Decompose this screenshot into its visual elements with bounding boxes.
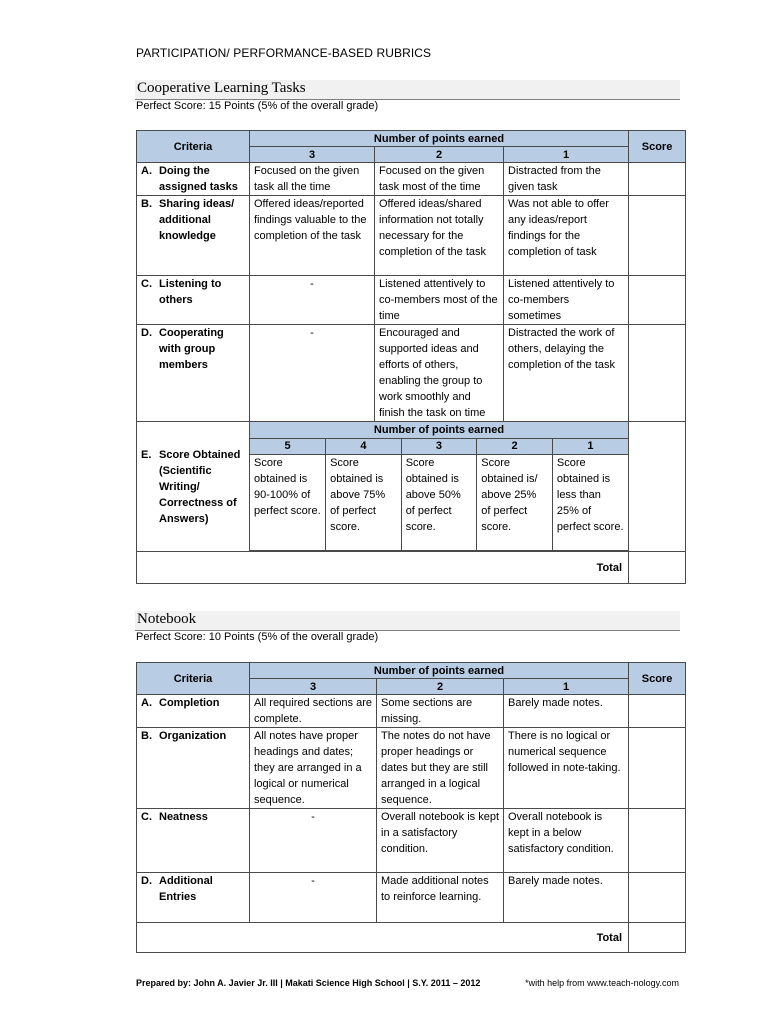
points-1-cell: Barely made notes. [504, 695, 629, 728]
criteria-header: Criteria [137, 131, 250, 163]
points-1-cell: Overall notebook is kept in a below satisfactory condition. [504, 809, 629, 873]
score-obtained-table [250, 422, 628, 551]
score-description-cell: Score obtained is/ above 25% of perfect score. [477, 454, 553, 550]
points-1-cell: There is no logical or numerical sequence followed in note-taking. [504, 728, 629, 809]
score-cell [629, 163, 686, 196]
points-earned-header: Number of points earned [250, 663, 629, 679]
points-earned-header: Number of points earned [250, 422, 628, 438]
credit-footer: *with help from www.teach-nology.com [525, 978, 679, 988]
total-label: Total [137, 552, 629, 584]
table-row [137, 163, 686, 196]
level-header: 1 [504, 679, 629, 695]
points-2-cell: Offered ideas/shared information not totally necessary for the completion of the task [375, 196, 504, 276]
points-1-cell: Listened attentively to co-members sometimes [504, 276, 629, 325]
level-header: 2 [377, 679, 504, 695]
criteria-cell: A. Doing the assigned tasks [137, 163, 250, 196]
perfect-score-notebook: Perfect Score: 10 Points (5% of the overall grade) [136, 631, 379, 643]
criteria-cell: D. Additional Entries [137, 873, 250, 923]
prepared-by-footer: Prepared by: John A. Javier Jr. III | Makati Science High School | S.Y. 2011 – 2012 [136, 978, 481, 988]
points-2-cell: Some sections are missing. [377, 695, 504, 728]
score-description-cell: Score obtained is above 75% of perfect score. [326, 454, 402, 550]
score-cell [629, 809, 686, 873]
document-title: PARTICIPATION/ PERFORMANCE-BASED RUBRICS [136, 46, 432, 60]
section-heading-notebook [135, 611, 680, 631]
score-description-cell: Score obtained is 90-100% of perfect score. [250, 454, 326, 550]
level-header: 3 [401, 438, 477, 454]
table-row [137, 325, 686, 422]
criteria-cell: C. Listening to others [137, 276, 250, 325]
table-row [137, 196, 686, 276]
total-score-cell [629, 552, 686, 584]
points-2-cell: Focused on the given task most of the time [375, 163, 504, 196]
table-row [137, 809, 686, 873]
table-row [137, 695, 686, 728]
perfect-score-cooperative: Perfect Score: 15 Points (5% of the overall grade) [136, 100, 379, 112]
score-obtained-nested [250, 422, 629, 552]
level-header: 2 [375, 147, 504, 163]
total-row [137, 923, 686, 953]
criteria-header: Criteria [137, 663, 250, 695]
table-row [137, 873, 686, 923]
points-2-cell: The notes do not have proper headings or dates but they are still arranged in a logical sequence. [377, 728, 504, 809]
points-earned-header: Number of points earned [250, 131, 629, 147]
points-3-cell: All notes have proper headings and dates; they are arranged in a logical or numerical sequence. [250, 728, 377, 809]
cooperative-rubric-table [136, 130, 686, 584]
score-cell [629, 276, 686, 325]
score-cell [629, 695, 686, 728]
points-3-cell: - [250, 873, 377, 923]
level-header: 4 [326, 438, 402, 454]
section-heading-text: Notebook [137, 611, 197, 627]
criteria-cell: C. Neatness [137, 809, 250, 873]
table-row [137, 728, 686, 809]
level-header: 3 [250, 679, 377, 695]
score-description-cell: Score obtained is less than 25% of perfect score. [552, 454, 628, 550]
level-header: 1 [504, 147, 629, 163]
points-2-cell: Listened attentively to co-members most of the time [375, 276, 504, 325]
section-heading-text: Cooperative Learning Tasks [137, 80, 306, 96]
score-description-cell: Score obtained is above 50% of perfect score. [401, 454, 477, 550]
criteria-cell: B. Organization [137, 728, 250, 809]
level-header: 1 [552, 438, 628, 454]
score-cell [629, 728, 686, 809]
level-header: 3 [250, 147, 375, 163]
points-2-cell: Encouraged and supported ideas and efforts of others, enabling the group to work smoothly and finish the task on time [375, 325, 504, 422]
points-3-cell: Offered ideas/reported findings valuable to the completion of the task [250, 196, 375, 276]
points-3-cell: All required sections are complete. [250, 695, 377, 728]
score-cell [629, 873, 686, 923]
points-3-cell: - [250, 809, 377, 873]
total-row [137, 552, 686, 584]
total-score-cell [629, 923, 686, 953]
criteria-cell: E. Score Obtained (Scientific Writing/ Correctness of Answers) [137, 422, 250, 552]
points-1-cell: Distracted from the given task [504, 163, 629, 196]
score-cell [629, 325, 686, 422]
criteria-cell: D. Cooperating with group members [137, 325, 250, 422]
score-header: Score [629, 131, 686, 163]
table-row [137, 422, 686, 552]
table-row [137, 276, 686, 325]
points-3-cell: Focused on the given task all the time [250, 163, 375, 196]
score-cell [629, 422, 686, 552]
points-2-cell: Overall notebook is kept in a satisfactory condition. [377, 809, 504, 873]
level-header: 2 [477, 438, 553, 454]
score-cell [629, 196, 686, 276]
section-heading-cooperative [135, 80, 680, 100]
level-header: 5 [250, 438, 326, 454]
criteria-cell: A. Completion [137, 695, 250, 728]
points-1-cell: Was not able to offer any ideas/report findings for the completion of task [504, 196, 629, 276]
points-1-cell: Distracted the work of others, delaying the completion of the task [504, 325, 629, 422]
score-header: Score [629, 663, 686, 695]
notebook-rubric-table [136, 662, 686, 953]
points-3-cell: - [250, 276, 375, 325]
criteria-cell: B. Sharing ideas/ additional knowledge [137, 196, 250, 276]
points-1-cell: Barely made notes. [504, 873, 629, 923]
total-label: Total [137, 923, 629, 953]
points-2-cell: Made additional notes to reinforce learning. [377, 873, 504, 923]
points-3-cell: - [250, 325, 375, 422]
